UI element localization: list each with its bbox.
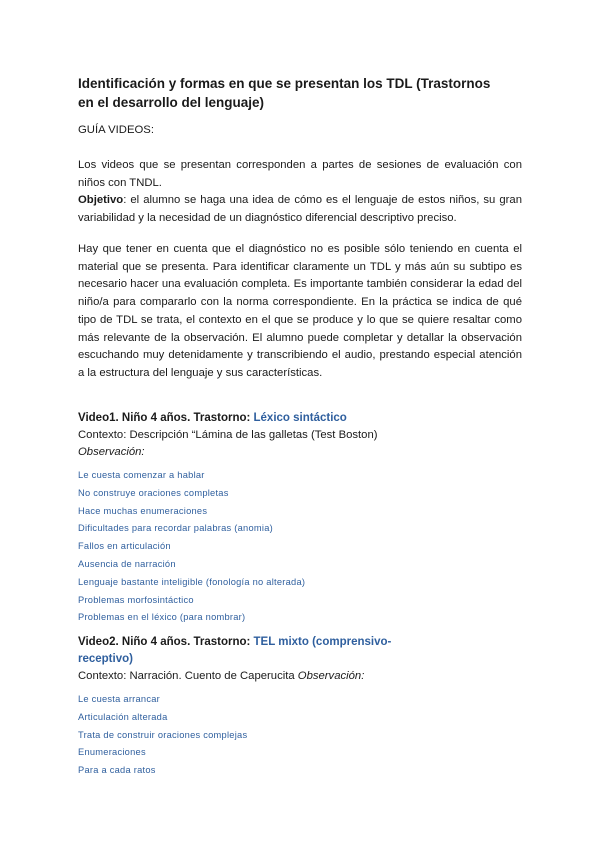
list-item: No construye oraciones completas [78,487,229,498]
list-item: Lenguaje bastante inteligible (fonología no alterada) [78,576,306,587]
list-item: Le cuesta comenzar a hablar [78,470,205,480]
objective-text: : el alumno se haga una idea de cómo es el lenguaje de estos niños, su gran variabilidad y la necesidad de un diagnóstico diferencial descriptivo preciso. [78,194,522,225]
list-item: Dificultades para recordar palabras (anomia) [78,523,273,534]
list-item: Problemas en el léxico (para nombrar) [78,612,246,623]
video-1-section [78,410,428,627]
video-2-obs-label: Observación: [297,670,365,682]
video-2-heading [78,634,428,668]
list-item: Articulación alterada [78,711,168,722]
note-paragraph: Hay que tener en cuenta que el diagnóstico no es posible sólo teniendo en cuenta el material que se presenta. Para identificar claramente un TDL y más aún su subtipo es necesario hacer una evaluación completa. Es importante también considerar la edad del niño/a para compararlo con la norma correspondiente. En la práctica se indica de qué tipo de TDL se trata, el contexto en el que se produce y lo que se quiere resaltar como más relevante de la observación. El alumno puede completar y detallar la observación escuchando muy detenidamente y transcribiendo el audio, prestando especial atención a la estructura del lenguaje y sus características. [78,243,522,379]
video-2-context-text: Contexto: Narración. Cuento de Caperucita [78,670,298,682]
list-item: Fallos en articulación [78,541,171,552]
objective-label: Objetivo [78,194,124,207]
video-2-observations [78,691,428,780]
video-2-heading-text: Video2. Niño 4 años. Trastorno: [78,636,254,648]
document-title: Identificación y formas en que se presentan los TDL (Trastornos en el desarrollo del lenguaje) [78,76,491,110]
video-1-observations [78,467,428,627]
list-item: Problemas morfosintáctico [78,594,194,605]
video-1-context [78,427,428,461]
intro-text: Los videos que se presentan corresponden a partes de sesiones de evaluación con niños con TNDL. [78,159,522,189]
video-2-context [78,668,428,685]
list-item: Trata de construir oraciones complejas [78,729,248,740]
video-2-type: TEL mixto (comprensivo-receptivo) [78,636,392,665]
list-item: Hace muchas enumeraciones [78,505,208,516]
list-item: Enumeraciones [78,747,146,758]
intro-paragraph [78,157,522,228]
video-1-heading [78,410,428,427]
video-1-heading-text: Video1. Niño 4 años. Trastorno: [78,412,254,424]
video-2-section [78,634,428,780]
video-1-obs-label: Observación: [78,446,145,458]
video-1-type: Léxico sintáctico [253,412,347,424]
list-item: Para a cada ratos [78,765,156,776]
list-item: Le cuesta arrancar [78,694,161,704]
guide-heading: GUÍA VIDEOS: [78,124,154,136]
list-item: Ausencia de narración [78,558,176,569]
video-1-context-text: Contexto: Descripción “Lámina de las galletas (Test Boston) [78,429,378,441]
